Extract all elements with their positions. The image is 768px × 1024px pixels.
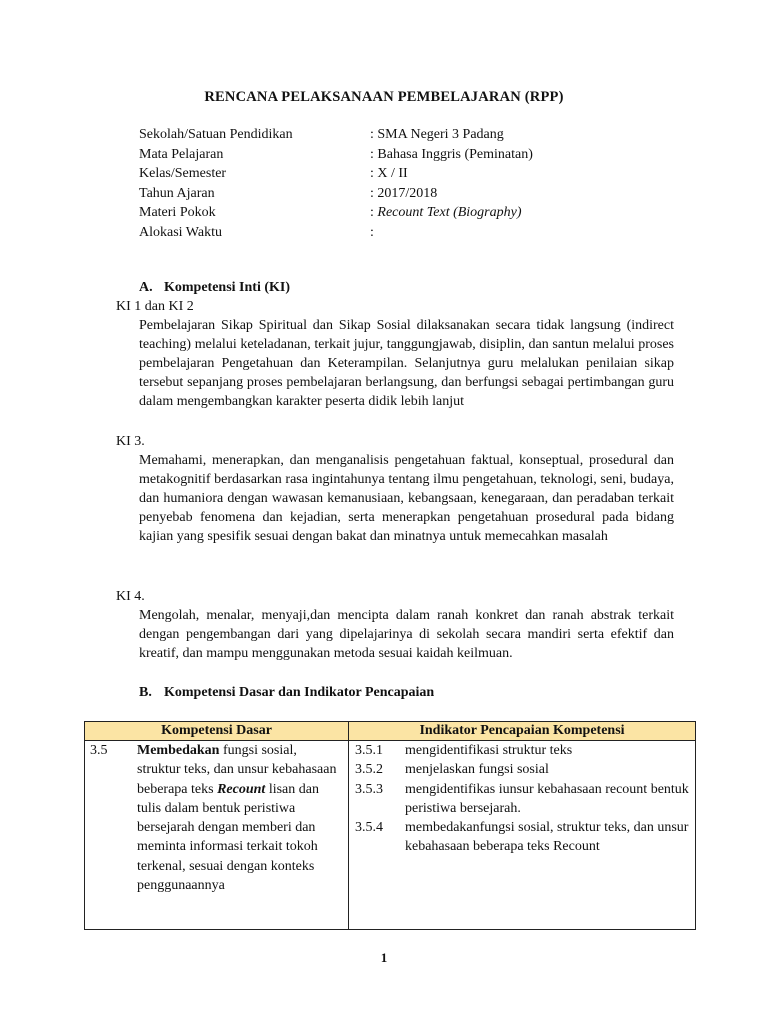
section-number: B.	[139, 685, 152, 700]
identity-block	[139, 125, 679, 242]
kd-text-part2: lisan dan tulis dalam bentuk peristiwa bersejarah dengan memberi dan meminta informasi terkait tokoh terkenal, sesuai dengan konteks penggunaannya	[137, 781, 319, 894]
info-value: : X / II	[370, 166, 408, 181]
info-row-year	[139, 184, 679, 204]
info-value: : SMA Negeri 3 Padang	[370, 127, 504, 142]
section-b-heading	[139, 683, 434, 702]
ki12-label: KI 1 dan KI 2	[116, 299, 194, 314]
info-value	[370, 203, 522, 222]
info-row-school	[139, 125, 679, 145]
ki12-paragraph: Pembelajaran Sikap Spiritual dan Sikap Sosial dilaksanakan secara tidak langsung (indirect teaching) melalui keteladanan, terkait jujur, tanggungjawab, disiplin, dan santun melalui proses pembelajaran Pengetahuan dan Keterampilan. Selanjutnya guru melalukan penilaian sikap tersebut sepanjang proses pembelajaran berlangsung, dan berfungsi sebagai pertimbangan guru dalam mengembangkan karakter peserta didik lebih lanjut	[139, 318, 674, 409]
indicator-number: 3.5.4	[355, 820, 383, 836]
indicator-text: membedakanfungsi sosial, struktur teks, dan unsur kebahasaan beberapa teks Recount	[405, 820, 689, 855]
document-title: RENCANA PELAKSANAAN PEMBELAJARAN (RPP)	[204, 89, 564, 105]
info-label: Materi Pokok	[139, 205, 216, 220]
info-value: : Bahasa Inggris (Peminatan)	[370, 146, 533, 162]
info-value-prefix: :	[370, 205, 378, 220]
indicator-text: mengidentifikas iunsur kebahasaan recount bentuk peristiwa bersejarah.	[405, 781, 689, 816]
header-indikator: Indikator Pencapaian Kompetensi	[349, 722, 696, 741]
competency-table	[84, 721, 696, 930]
section-title: Kompetensi Inti (KI)	[164, 280, 290, 295]
indicator-number: 3.5.2	[355, 762, 383, 778]
info-row-topic	[139, 203, 679, 223]
table-row	[85, 741, 696, 930]
table-header-row	[85, 722, 696, 741]
section-title: Kompetensi Dasar dan Indikator Pencapaian	[164, 685, 435, 700]
ki3-paragraph: Memahami, menerapkan, dan menganalisis pengetahuan faktual, konseptual, prosedural dan metakognitif berdasarkan rasa ingintahunya tentang ilmu pengetahuan, teknologi, seni, budaya, dan humaniora dengan wawasan kemanusiaan, kebangsaan, kenegaraan, dan peradaban terkait penyebab fenomena dan kejadian, serta menerapkan pengetahuan prosedural pada bidang kajian yang spesifik sesuai dengan bakat dan minatnya untuk memecahkan masalah	[139, 453, 674, 544]
kd-cell	[85, 741, 349, 930]
section-a-heading	[139, 278, 290, 297]
info-label: Mata Pelajaran	[139, 146, 224, 162]
kd-text	[137, 741, 342, 895]
indicator-item	[349, 780, 695, 819]
kd-number: 3.5	[90, 743, 108, 758]
info-label: Sekolah/Satuan Pendidikan	[139, 127, 293, 142]
info-value: : 2017/2018	[370, 185, 438, 201]
section-number: A.	[139, 280, 153, 295]
info-label: Alokasi Waktu	[139, 224, 222, 240]
info-label: Kelas/Semester	[139, 166, 227, 181]
header-kompetensi-dasar: Kompetensi Dasar	[85, 722, 349, 741]
ki4-paragraph: Mengolah, menalar, menyaji,dan mencipta dalam ranah konkret dan ranah abstrak terkait dengan pengembangan dari yang dipelajarinya di sekolah secara mandiri serta efektif dan kreatif, dan mampu menggunakan metoda sesuai kaidah keilmuan.	[139, 608, 674, 661]
page-number: 1	[380, 950, 388, 965]
info-label: Tahun Ajaran	[139, 185, 215, 201]
indicator-number: 3.5.1	[355, 743, 383, 758]
indicator-number: 3.5.3	[355, 781, 383, 797]
indicator-item	[349, 741, 695, 760]
indicator-item	[349, 760, 695, 779]
info-row-class	[139, 164, 679, 184]
indicator-text: mengidentifikasi struktur teks	[405, 743, 573, 758]
ki4-label: KI 4.	[116, 589, 145, 604]
info-row-time	[139, 223, 679, 243]
info-value-italic: Recount Text (Biography)	[377, 205, 522, 220]
indicator-text: menjelaskan fungsi sosial	[405, 762, 549, 778]
indicator-item	[349, 818, 695, 857]
kd-bold-italic: Recount	[217, 781, 266, 797]
kd-bold-lead: Membedakan	[137, 743, 220, 758]
kd-text-part1: fungsi sosial, struktur teks, dan unsur kebahasaan beberapa teks	[137, 743, 337, 797]
info-row-subject	[139, 145, 679, 165]
indicator-cell	[349, 741, 696, 930]
ki3-label: KI 3.	[116, 434, 145, 449]
info-value: :	[370, 224, 374, 240]
